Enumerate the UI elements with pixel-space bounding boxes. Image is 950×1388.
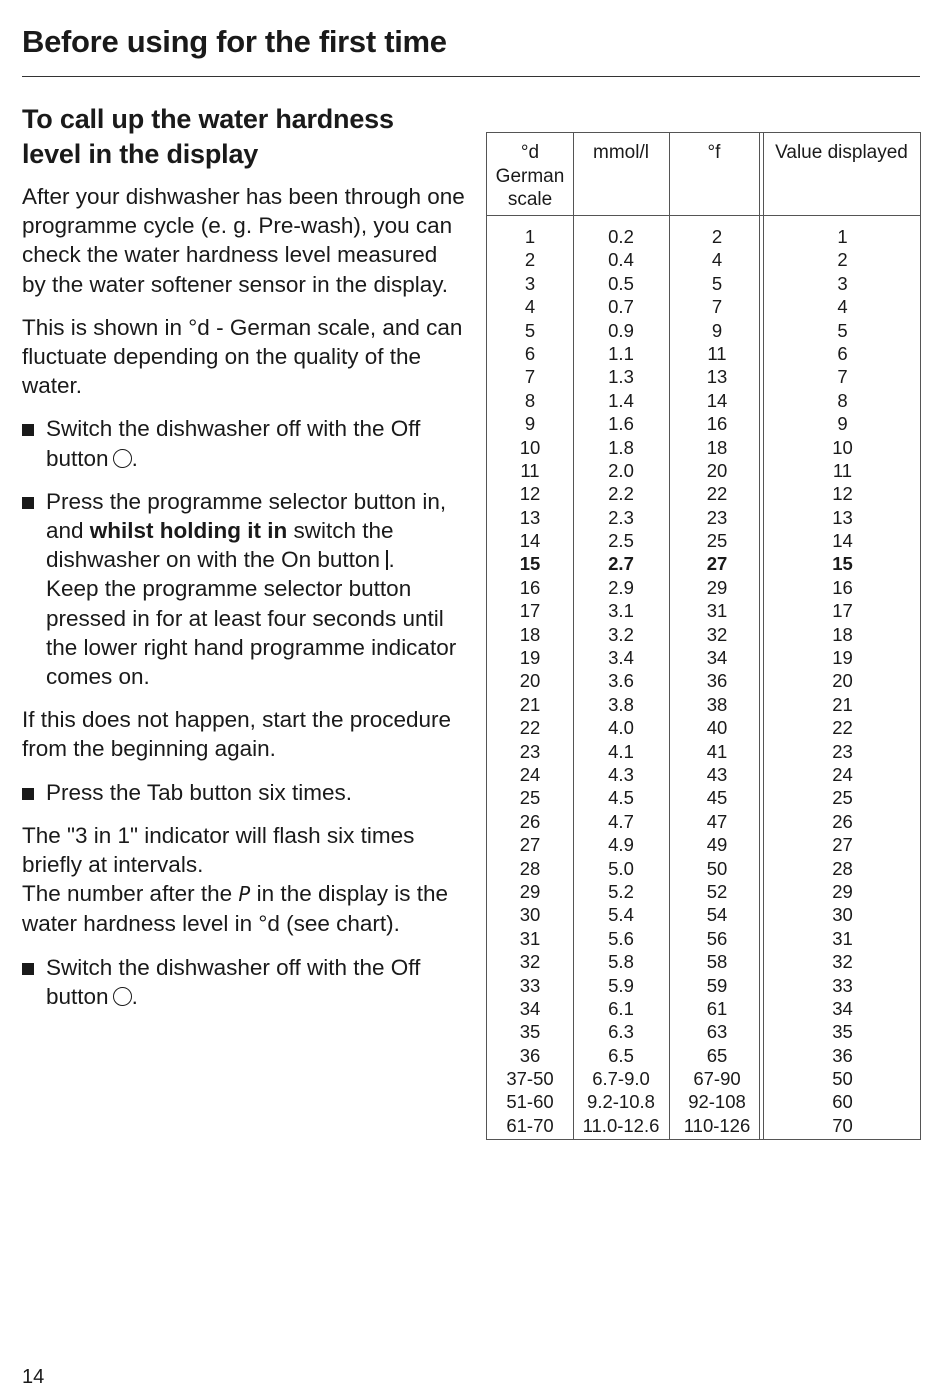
cell-value-displayed: 16 [832, 576, 853, 598]
cell-french: 32 [706, 623, 728, 645]
cell-french: 67-90 [693, 1068, 741, 1090]
indicator-paragraph: The "3 in 1" indicator will flash six times briefly at intervals. The number after the P in the display is the water hardness level in °d (see chart). [22, 822, 449, 937]
step-continuation: Keep the programme selector button pressed in for at least four seconds until the lower right hand programme indicator comes on. [46, 576, 457, 690]
step-text-cont: switch the dishwasher on with the On button [46, 518, 394, 573]
cell-value-displayed: 27 [832, 834, 853, 856]
table-row [487, 623, 920, 646]
table-row [487, 1114, 920, 1137]
header-mmol: mmol/l [593, 142, 649, 163]
cell-french: 61 [706, 997, 728, 1019]
cell-mmol: 2.9 [608, 576, 634, 598]
table-row [487, 248, 920, 271]
cell-french: 38 [706, 693, 728, 715]
cell-german-scale: 7 [524, 366, 536, 388]
table-row [487, 880, 920, 903]
section-heading [22, 102, 467, 172]
cell-french: 13 [706, 366, 728, 388]
cell-german-scale: 1 [524, 226, 536, 247]
cell-value-displayed: 60 [832, 1091, 853, 1113]
cell-french: 4 [711, 249, 723, 271]
cell-french: 92-108 [688, 1091, 746, 1113]
indicator-text: The "3 in 1" indicator will flash six times briefly at intervals. [22, 822, 415, 878]
cell-german-scale: 13 [519, 506, 541, 528]
table-body [487, 225, 920, 1137]
cell-mmol: 3.1 [608, 600, 634, 622]
section-heading-line2: level in the display [22, 139, 259, 169]
table-row [487, 272, 920, 295]
cell-value-displayed: 7 [837, 366, 848, 388]
off-button-icon [113, 449, 132, 468]
table-row [487, 669, 920, 692]
cell-french: 40 [706, 717, 728, 739]
cell-german-scale: 19 [519, 647, 541, 669]
cell-value-displayed: 3 [837, 272, 848, 294]
cell-french: 49 [706, 834, 728, 856]
table-row [487, 833, 920, 856]
cell-mmol: 5.6 [608, 927, 634, 949]
cell-value-displayed: 15 [832, 553, 853, 575]
cell-value-displayed: 31 [832, 927, 853, 949]
cell-value-displayed: 2 [837, 249, 848, 271]
bullet-icon [22, 424, 34, 436]
cell-german-scale: 22 [519, 717, 541, 739]
cell-french: 47 [706, 810, 728, 832]
cell-mmol: 2.0 [608, 459, 634, 481]
cell-french: 50 [706, 857, 728, 879]
cell-french: 45 [706, 787, 728, 809]
cell-value-displayed: 6 [837, 342, 848, 364]
cell-german-scale: 51-60 [506, 1091, 554, 1113]
cell-french: 29 [706, 576, 728, 598]
cell-mmol: 5.9 [608, 974, 634, 996]
cell-german-scale: 11 [520, 459, 540, 481]
table-row [487, 576, 920, 599]
cell-french: 52 [706, 880, 728, 902]
cell-german-scale: 6 [524, 342, 536, 364]
table-row [487, 412, 920, 435]
table-row [487, 716, 920, 739]
table-row [487, 950, 920, 973]
cell-value-displayed: 9 [837, 413, 848, 435]
table-row [487, 740, 920, 763]
cell-french: 2 [711, 226, 723, 247]
cell-french: 58 [706, 951, 728, 973]
step-text: Switch the dishwasher off with the Off button [46, 954, 421, 1009]
table-row [487, 810, 920, 833]
cell-value-displayed: 50 [832, 1068, 853, 1090]
cell-german-scale: 5 [524, 319, 536, 341]
table-row [487, 693, 920, 716]
cell-mmol: 0.9 [608, 319, 634, 341]
bullet-icon [22, 963, 34, 975]
display-p-glyph: P [238, 882, 251, 907]
cell-french: 11 [707, 342, 727, 364]
cell-value-displayed: 21 [832, 693, 853, 715]
cell-german-scale: 61-70 [506, 1114, 554, 1136]
table-row [487, 599, 920, 622]
cell-french: 31 [706, 600, 728, 622]
cell-german-scale: 14 [519, 530, 541, 552]
retry-paragraph: If this does not happen, start the procedure from the beginning again. [22, 707, 452, 762]
cell-german-scale: 15 [519, 553, 541, 575]
cell-french: 25 [706, 530, 728, 552]
cell-mmol: 4.3 [608, 763, 634, 785]
cell-german-scale: 27 [519, 834, 541, 856]
cell-mmol: 5.2 [608, 880, 634, 902]
cell-mmol: 2.5 [608, 530, 634, 552]
cell-value-displayed: 33 [832, 974, 853, 996]
cell-french: 5 [711, 272, 723, 294]
bullet-icon [22, 497, 34, 509]
cell-mmol: 3.8 [608, 693, 634, 715]
table-row [487, 927, 920, 950]
cell-value-displayed: 12 [832, 483, 853, 505]
cell-french: 43 [706, 763, 728, 785]
table-row [487, 365, 920, 388]
cell-mmol: 1.6 [608, 413, 634, 435]
step-text: Switch the dishwasher off with the Off button [46, 416, 421, 471]
cell-mmol: 2.3 [608, 506, 634, 528]
cell-french: 22 [706, 483, 728, 505]
cell-mmol: 4.0 [608, 717, 634, 739]
cell-value-displayed: 19 [832, 647, 853, 669]
table-row [487, 342, 920, 365]
cell-value-displayed: 30 [832, 904, 853, 926]
cell-mmol: 2.2 [608, 483, 634, 505]
cell-mmol: 1.1 [608, 342, 634, 364]
table-row [487, 763, 920, 786]
cell-value-displayed: 34 [832, 997, 853, 1019]
cell-mmol: 1.3 [608, 366, 634, 388]
cell-mmol: 11.0-12.6 [582, 1114, 660, 1136]
step-text: Press the Tab button six times. [46, 779, 352, 805]
cell-mmol: 4.9 [608, 834, 634, 856]
step-text: Press the programme selector button in, and [46, 488, 447, 544]
cell-mmol: 6.3 [608, 1021, 634, 1043]
cell-mmol: 6.1 [608, 997, 634, 1019]
table-row [487, 786, 920, 809]
cell-french: 16 [706, 413, 728, 435]
section-heading-line1: To call up the water hardness [22, 104, 394, 134]
page-title: Before using for the first time [22, 24, 447, 59]
cell-french: 41 [706, 740, 728, 762]
cell-value-displayed: 5 [837, 319, 848, 341]
cell-german-scale: 34 [519, 997, 541, 1019]
cell-value-displayed: 26 [832, 810, 853, 832]
cell-value-displayed: 13 [832, 506, 853, 528]
cell-mmol: 1.8 [608, 436, 634, 458]
cell-mmol: 4.7 [608, 810, 634, 832]
water-hardness-table [486, 132, 921, 1140]
table-row [487, 857, 920, 880]
cell-german-scale: 18 [519, 623, 541, 645]
cell-french: 23 [706, 506, 728, 528]
table-row [487, 974, 920, 997]
scale-paragraph: This is shown in °d - German scale, and can fluctuate depending on the quality of the water. [22, 314, 463, 399]
cell-german-scale: 30 [519, 904, 541, 926]
step-switch-off: Switch the dishwasher off with the Off button . [22, 414, 467, 472]
cell-mmol: 2.7 [608, 553, 634, 575]
cell-german-scale: 23 [519, 740, 541, 762]
table-row [487, 506, 920, 529]
cell-french: 27 [706, 553, 728, 575]
instructions-column [22, 102, 467, 1025]
cell-mmol: 0.4 [608, 249, 634, 271]
cell-mmol: 0.5 [608, 272, 634, 294]
cell-french: 14 [706, 389, 728, 411]
cell-german-scale: 31 [519, 927, 541, 949]
off-button-icon [113, 987, 132, 1006]
cell-german-scale: 37-50 [506, 1068, 554, 1090]
cell-mmol: 3.6 [608, 670, 634, 692]
cell-french: 110-126 [683, 1114, 751, 1136]
step-emphasis: whilst holding it in [89, 518, 288, 544]
cell-german-scale: 32 [519, 951, 541, 973]
cell-value-displayed: 32 [832, 951, 853, 973]
cell-value-displayed: 23 [832, 740, 853, 762]
cell-french: 18 [706, 436, 728, 458]
bullet-icon [22, 788, 34, 800]
table-row [487, 1090, 920, 1113]
cell-mmol: 3.2 [608, 623, 634, 645]
table-row [487, 552, 920, 575]
cell-german-scale: 26 [519, 810, 541, 832]
cell-french: 63 [706, 1021, 728, 1043]
step-press-selector: Press the programme selector button in, and whilst holding it in switch the dishwasher on with the On button . Keep the programme selector button pressed in for at least four seconds until the lower right hand programme indicator comes on. [22, 487, 467, 691]
table-row [487, 225, 920, 248]
cell-german-scale: 10 [519, 436, 541, 458]
cell-value-displayed: 17 [832, 600, 853, 622]
cell-german-scale: 3 [524, 272, 536, 294]
table-row [487, 459, 920, 482]
cell-mmol: 5.4 [608, 904, 634, 926]
cell-value-displayed: 25 [832, 787, 853, 809]
cell-mmol: 3.4 [608, 647, 634, 669]
cell-value-displayed: 18 [832, 623, 853, 645]
cell-value-displayed: 36 [832, 1044, 853, 1066]
cell-french: 20 [706, 459, 728, 481]
cell-value-displayed: 24 [832, 763, 853, 785]
cell-french: 65 [706, 1044, 728, 1066]
table-row [487, 482, 920, 505]
table-row [487, 436, 920, 459]
table-row [487, 646, 920, 669]
table-row [487, 529, 920, 552]
table-row [487, 997, 920, 1020]
cell-german-scale: 28 [519, 857, 541, 879]
cell-german-scale: 21 [519, 693, 541, 715]
header-value-displayed: Value displayed [775, 142, 908, 163]
cell-german-scale: 4 [524, 296, 536, 318]
cell-german-scale: 25 [519, 787, 541, 809]
table-row [487, 1020, 920, 1043]
step-switch-off-final: Switch the dishwasher off with the Off button . [22, 953, 467, 1011]
cell-value-displayed: 8 [837, 389, 848, 411]
cell-value-displayed: 70 [832, 1114, 853, 1136]
table-row [487, 1044, 920, 1067]
cell-german-scale: 9 [524, 413, 536, 435]
intro-paragraph: After your dishwasher has been through one programme cycle (e. g. Pre-wash), you can check the water hardness level measured by the water softener sensor in the display. [22, 184, 465, 297]
cell-mmol: 0.2 [608, 226, 634, 247]
cell-german-scale: 24 [519, 763, 541, 785]
table-row [487, 1067, 920, 1090]
cell-french: 9 [711, 319, 723, 341]
cell-value-displayed: 10 [832, 436, 853, 458]
header-french: °f [707, 142, 721, 163]
header-german-scale: °d German scale [495, 142, 565, 210]
cell-german-scale: 33 [519, 974, 541, 996]
cell-mmol: 0.7 [608, 296, 634, 318]
cell-value-displayed: 22 [832, 717, 853, 739]
cell-value-displayed: 14 [832, 530, 853, 552]
cell-french: 56 [706, 927, 728, 949]
cell-german-scale: 12 [519, 483, 541, 505]
cell-german-scale: 35 [519, 1021, 541, 1043]
cell-german-scale: 16 [519, 576, 541, 598]
cell-french: 36 [706, 670, 728, 692]
cell-german-scale: 36 [519, 1044, 541, 1066]
table-row [487, 295, 920, 318]
cell-mmol: 9.2-10.8 [587, 1091, 655, 1113]
cell-value-displayed: 35 [832, 1021, 853, 1043]
page-number: 14 [22, 1366, 45, 1388]
cell-value-displayed: 4 [837, 296, 848, 318]
cell-mmol: 1.4 [608, 389, 634, 411]
step-press-tab [22, 778, 467, 807]
cell-german-scale: 29 [519, 880, 541, 902]
cell-value-displayed: 29 [832, 880, 853, 902]
table-row [487, 319, 920, 342]
header-divider [487, 215, 920, 216]
cell-french: 34 [706, 647, 728, 669]
cell-french: 54 [706, 904, 728, 926]
cell-mmol: 6.7-9.0 [592, 1068, 650, 1090]
cell-mmol: 5.0 [608, 857, 634, 879]
cell-value-displayed: 28 [832, 857, 853, 879]
table-row [487, 903, 920, 926]
cell-mmol: 4.1 [608, 740, 634, 762]
cell-value-displayed: 20 [832, 670, 853, 692]
cell-value-displayed: 11 [832, 459, 853, 481]
cell-mmol: 4.5 [608, 787, 634, 809]
title-divider [22, 76, 920, 77]
cell-german-scale: 20 [519, 670, 541, 692]
cell-value-displayed: 1 [837, 226, 848, 247]
cell-french: 59 [706, 974, 728, 996]
cell-german-scale: 8 [524, 389, 536, 411]
cell-mmol: 6.5 [608, 1044, 634, 1066]
cell-french: 7 [711, 296, 723, 318]
cell-german-scale: 17 [519, 600, 541, 622]
cell-german-scale: 2 [524, 249, 536, 271]
table-row [487, 389, 920, 412]
cell-mmol: 5.8 [608, 951, 634, 973]
